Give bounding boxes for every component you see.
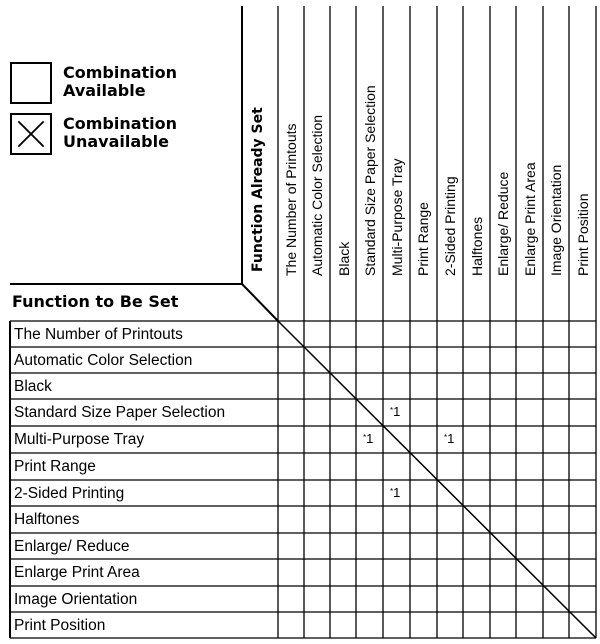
column-header: Enlarge/ Reduce bbox=[495, 171, 511, 276]
available-legend-line2: Available bbox=[63, 81, 146, 100]
row-label: Enlarge Print Area bbox=[14, 564, 140, 581]
unavailable-legend-line2: Unavailable bbox=[63, 132, 169, 151]
row-label: Halftones bbox=[14, 511, 80, 528]
row-label: Print Position bbox=[14, 617, 106, 634]
footnote-marker: *1 bbox=[444, 431, 455, 446]
column-header: Enlarge Print Area bbox=[522, 162, 538, 276]
column-header: 2-Sided Printing bbox=[442, 176, 458, 276]
column-header: Halftones bbox=[469, 216, 485, 276]
available-legend-line1: Combination bbox=[63, 63, 178, 82]
row-label: Standard Size Paper Selection bbox=[14, 404, 226, 421]
row-label: 2-Sided Printing bbox=[14, 485, 125, 502]
column-header: Print Range bbox=[415, 202, 431, 276]
row-label: Enlarge/ Reduce bbox=[14, 538, 130, 555]
column-header: Black bbox=[336, 241, 352, 276]
function-already-set-header: Function Already Set bbox=[250, 107, 266, 272]
footnote-marker: *1 bbox=[390, 404, 401, 419]
unavailable-legend-line1: Combination bbox=[63, 114, 178, 133]
row-label: Print Range bbox=[14, 458, 96, 475]
row-label: Automatic Color Selection bbox=[14, 352, 193, 369]
column-header: Automatic Color Selection bbox=[309, 114, 325, 276]
footnote-marker: *1 bbox=[390, 485, 401, 500]
row-label: Multi-Purpose Tray bbox=[14, 431, 145, 448]
row-label: Black bbox=[14, 378, 52, 395]
footnote-marker: *1 bbox=[363, 431, 374, 446]
column-header: Print Position bbox=[575, 193, 591, 276]
function-to-be-set-header: Function to Be Set bbox=[12, 292, 179, 311]
column-header: Image Orientation bbox=[548, 164, 564, 276]
row-label: Image Orientation bbox=[14, 591, 138, 608]
column-header: The Number of Printouts bbox=[283, 123, 299, 276]
column-header: Multi-Purpose Tray bbox=[389, 158, 405, 276]
row-label: The Number of Printouts bbox=[14, 326, 183, 343]
column-header: Standard Size Paper Selection bbox=[362, 85, 378, 276]
